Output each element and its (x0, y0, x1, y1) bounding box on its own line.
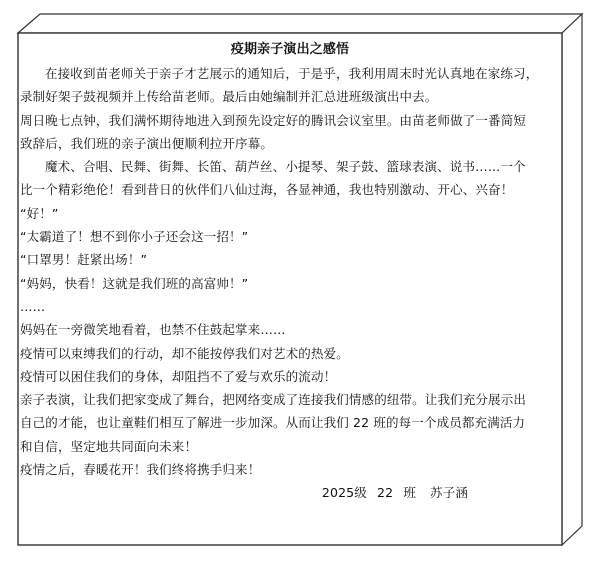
signature (20, 481, 560, 504)
quote-line: “太霸道了！想不到你小子还会这一招！” (20, 229, 249, 245)
document-title: 疫期亲子演出之感悟 (230, 42, 350, 57)
document-body (20, 38, 560, 543)
quote-line: “口罩男！赶紧出场！” (20, 252, 148, 268)
paragraph-line: 在接收到苗老师关于亲子才艺展示的通知后，于是乎，我利用周末时光认真地在家练习， (45, 66, 539, 81)
paragraph-line: 自己的才能，也让童鞋们相互了解进一步加深。从而让我们 22 班的每一个成员都充满活力 (20, 415, 526, 431)
paragraph-line: 魔术、合唱、民舞、街舞、长笛、葫芦丝、小提琴、架子鼓、篮球表演、说书……一个 (45, 159, 526, 175)
paragraph-line: 比一个精彩绝伦！看到昔日的伙伴们八仙过海，各显神通，我也特别激动、开心、兴奋！ (20, 182, 514, 198)
paragraph-line: 亲子表演，让我们把家变成了舞台，把网络变成了连接我们情感的纽带。让我们充分展示出 (20, 392, 527, 408)
quote-line: “妈妈，快看！这就是我们班的高富帅！” (20, 275, 249, 291)
signature-author: 苏子涵 (430, 485, 468, 501)
paragraph-line: 疫情可以困住我们的身体，却阻挡不了爱与欢乐的流动！ (20, 368, 337, 384)
paragraph-line: 致辞后，我们班的亲子演出便顺利拉开序幕。 (20, 135, 274, 151)
paragraph-line: 录制好架子鼓视频并上传给苗老师。最后由她编制并汇总进班级演出中去。 (20, 89, 438, 105)
paragraph-line: 妈妈在一旁微笑地看着，也禁不住鼓起掌来…… (20, 322, 286, 338)
paragraph-line: 周日晚七点钟，我们满怀期待地进入到预先设定好的腾讯会议室里。由苗老师做了一番简短 (20, 112, 527, 128)
ellipsis-line: …… (20, 298, 46, 314)
paragraph-line: 和自信，坚定地共同面向未来！ (20, 438, 198, 454)
signature-class: 2025级 22 班 (321, 485, 417, 501)
paragraph-line: 疫情之后，春暖花开！我们终将携手归来！ (20, 462, 261, 478)
paragraph-line: 疫情可以束缚我们的行动，却不能按停我们对艺术的热爱。 (20, 345, 349, 361)
quote-line: “好！” (20, 205, 59, 221)
